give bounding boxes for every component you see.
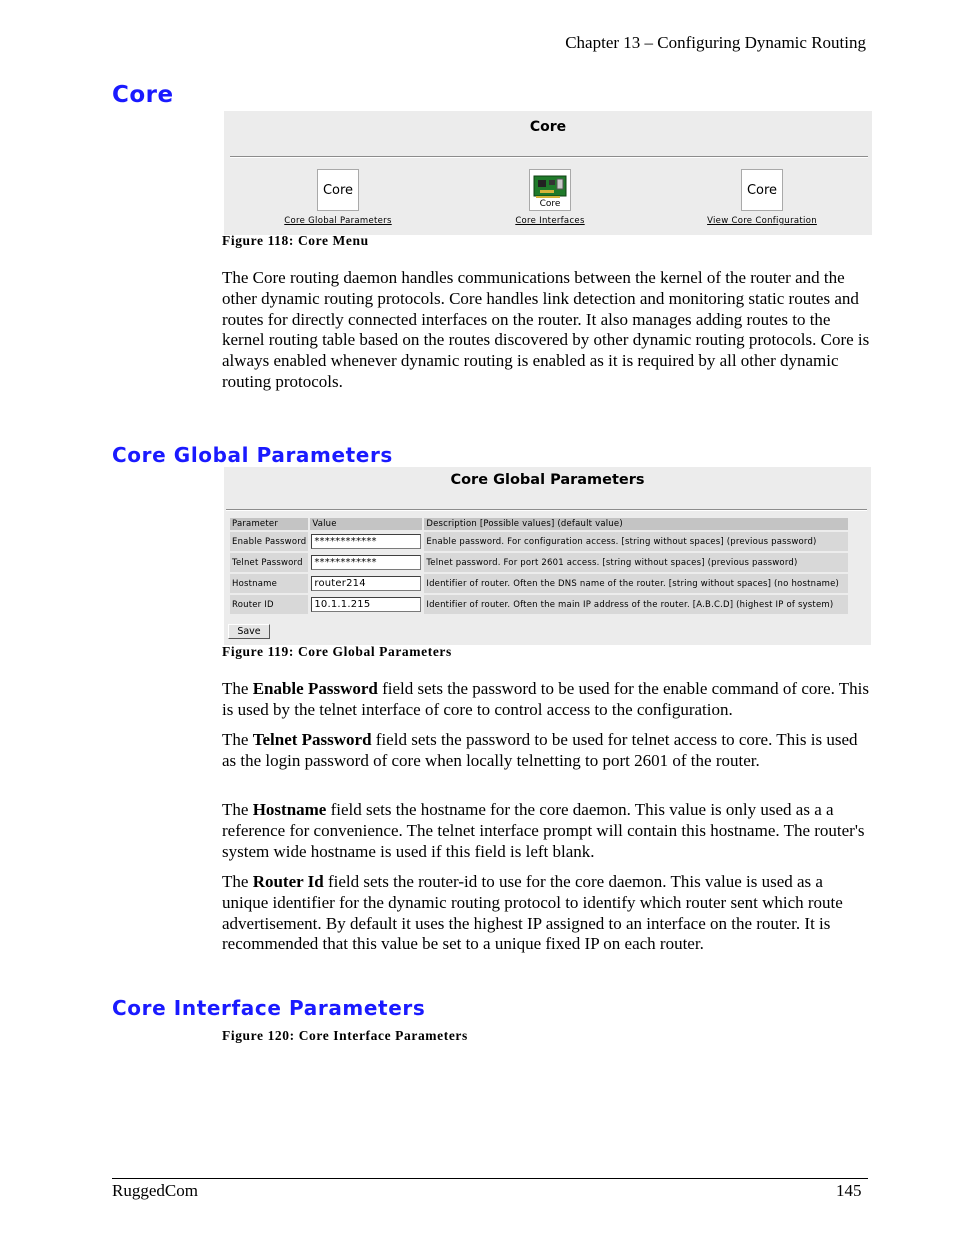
- core-global-parameters-link[interactable]: Core Global Parameters: [284, 216, 392, 226]
- term: Router Id: [252, 872, 324, 891]
- text: The: [222, 730, 253, 749]
- column-header-parameter: Parameter: [230, 518, 308, 530]
- table-row: [230, 553, 848, 572]
- divider: [230, 156, 868, 158]
- save-button[interactable]: Save: [228, 624, 270, 639]
- term: Enable Password: [252, 679, 378, 698]
- hostname-paragraph: [222, 800, 872, 862]
- core-menu-screenshot: [224, 111, 872, 235]
- table-row: [230, 595, 848, 614]
- term: Telnet Password: [252, 730, 372, 749]
- text: field sets the hostname for the core daemon. This value is only used as a a reference for convenience. The telnet interface prompt will contain this hostname. The router's system wide hostname is used if this field is left blank.: [222, 800, 865, 861]
- figure-caption: Figure 120: Core Interface Parameters: [222, 1028, 468, 1043]
- telnet-password-paragraph: [222, 730, 872, 772]
- core-interfaces-link[interactable]: Core Interfaces: [515, 216, 585, 226]
- divider: [226, 509, 867, 511]
- section-heading-core: Core: [112, 82, 174, 108]
- running-header: Chapter 13 – Configuring Dynamic Routing: [565, 33, 866, 52]
- param-label: Enable Password: [230, 532, 308, 551]
- hostname-input[interactable]: router214: [311, 576, 421, 591]
- param-label: Hostname: [230, 574, 308, 593]
- footer-company: RuggedCom: [112, 1181, 198, 1200]
- form-title: Core Global Parameters: [450, 472, 645, 488]
- param-description: Identifier of router. Often the main IP address of the router. [A.B.C.D] (highest IP of system): [424, 595, 848, 614]
- menu-item-core-global-parameters[interactable]: [280, 169, 396, 226]
- section-heading-core-interface-parameters: Core Interface Parameters: [112, 996, 426, 1020]
- text: field sets the password to be used for telnet access to core. This is used as the login password of core when locally telnetting to port 2601 of the router.: [222, 730, 858, 770]
- footer-divider: [112, 1178, 868, 1179]
- intro-paragraph: The Core routing daemon handles communications between the kernel of the router and the other dynamic routing protocols. Core handles link detection and monitoring static routes and routes for directly connected interfaces on the router. It also manages adding routes to the kernel routing table based on the routes discovered by other dynamic routing protocols. Core is always enabled whenever dynamic routing is enabled as it is required by all other dynamic routing protocols.: [222, 268, 870, 391]
- page-number: 145: [836, 1181, 862, 1200]
- core-text-icon[interactable]: Core: [741, 169, 783, 211]
- text: The: [222, 872, 253, 891]
- enable-password-paragraph: [222, 679, 872, 721]
- menu-item-view-core-configuration[interactable]: [700, 169, 824, 226]
- param-description: Telnet password. For port 2601 access. [string without spaces] (previous password): [424, 553, 848, 572]
- router-id-paragraph: [222, 872, 872, 955]
- term: Hostname: [252, 800, 327, 819]
- param-label: Router ID: [230, 595, 308, 614]
- column-header-description: Description [Possible values] (default value): [424, 518, 848, 530]
- network-card-icon[interactable]: [529, 169, 571, 211]
- figure-caption: Figure 118: Core Menu: [222, 233, 369, 248]
- text: The: [222, 800, 253, 819]
- view-core-configuration-link[interactable]: View Core Configuration: [707, 216, 817, 226]
- core-interfaces-icon-label: Core: [539, 199, 561, 209]
- section-heading-core-global-parameters: Core Global Parameters: [112, 443, 393, 467]
- table-row: [230, 574, 848, 593]
- text: field sets the password to be used for the enable command of core. This is used by the telnet interface of core to control access to the configuration.: [222, 679, 869, 719]
- text: The: [222, 679, 253, 698]
- param-description: Enable password. For configuration access. [string without spaces] (previous password): [424, 532, 848, 551]
- column-header-value: Value: [310, 518, 422, 530]
- core-global-parameters-screenshot: [224, 467, 871, 645]
- text: field sets the router-id to use for the core daemon. This value is used as a unique identifier for the dynamic routing protocol to identify which router sent which route advertisement. By default it uses the highest IP assigned to an interface on the router. It is recommended that this value be set to a unique fixed IP on each router.: [222, 872, 843, 954]
- core-menu-title: Core: [529, 119, 567, 135]
- enable-password-input[interactable]: ************: [311, 534, 421, 549]
- core-text-icon[interactable]: Core: [317, 169, 359, 211]
- table-header-row: [230, 518, 848, 530]
- table-row: [230, 532, 848, 551]
- menu-item-core-interfaces[interactable]: [500, 169, 600, 226]
- parameters-table: [228, 516, 850, 616]
- router-id-input[interactable]: 10.1.1.215: [311, 597, 421, 612]
- figure-caption: Figure 119: Core Global Parameters: [222, 644, 452, 659]
- param-description: Identifier of router. Often the DNS name of the router. [string without spaces] (no hostname): [424, 574, 848, 593]
- param-label: Telnet Password: [230, 553, 308, 572]
- telnet-password-input[interactable]: ************: [311, 555, 421, 570]
